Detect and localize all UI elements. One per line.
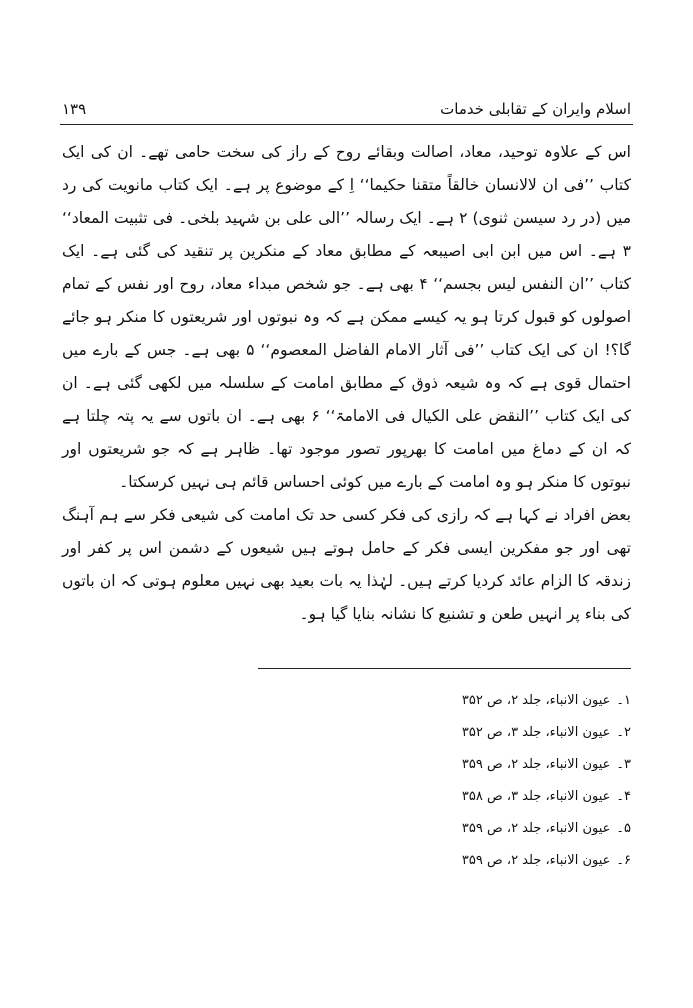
- footnote-number: ۵۔: [616, 821, 631, 836]
- footnote-number: ۳۔: [616, 757, 631, 772]
- footnote-text: عیون الانباء، جلد ۲، ص ۳۵۲: [461, 693, 611, 708]
- footnote-number: ۶۔: [616, 853, 631, 868]
- footnote-text: عیون الانباء، جلد ۳، ص ۳۵۲: [461, 725, 611, 740]
- running-header: [62, 92, 631, 118]
- footnote-text: عیون الانباء، جلد ۳، ص ۳۵۸: [461, 789, 611, 804]
- footnote-text: عیون الانباء، جلد ۲، ص ۳۵۹: [461, 853, 611, 868]
- running-title: اسلام وایران کے تقابلی خدمات: [440, 100, 631, 118]
- page-number: ۱۳۹: [62, 100, 87, 118]
- footnote-number: ۴۔: [616, 789, 631, 804]
- footnote: [300, 813, 631, 845]
- footnote: [300, 685, 631, 717]
- footnote-text: عیون الانباء، جلد ۲، ص ۳۵۹: [461, 757, 611, 772]
- footnote: [300, 749, 631, 781]
- footnote-divider: [258, 668, 631, 669]
- paragraph: بعض افراد نے کہا ہے کہ رازی کی فکر کسی حد تک امامت کی شیعی فکر سے ہم آہنگ تھی اور جو مفکرین ایسی فکر کے حامل ہوتے ہیں شیعوں کے دشمن اس پر کفر اور زندقہ کا الزام عائد کردیا کرتے ہیں۔ لہٰذا یہ بات بعید بھی نہیں معلوم ہوتی کہ ان باتوں کی بناء پر انہیں طعن و تشنیع کا نشانہ بنایا گیا ہو۔: [62, 506, 631, 623]
- footnote: [300, 781, 631, 813]
- footnote-text: عیون الانباء، جلد ۲، ص ۳۵۹: [461, 821, 611, 836]
- footnotes: [300, 685, 631, 877]
- footnote-number: ۲۔: [616, 725, 631, 740]
- footnote: [300, 845, 631, 877]
- paragraph: اس کے علاوہ توحید، معاد، اصالت وبقائے روح کے راز کی سخت حامی تھے۔ ان کی ایک کتاب ’’فی ان لالانسان خالقاً متقنا حکیما‘‘ اِ کے موضوع پر ہے۔ ایک کتاب مانویت کی رد میں (در رد سیسن ثنوی) ۲ ہے۔ ایک رسالہ ’’الی علی بن شہید بلخی۔ فی تثبیت المعاد‘‘ ۳ ہے۔ اس میں ابن ابی اصیبعہ کے مطابق معاد کے منکرین پر تنقید کی گئی ہے۔ ایک کتاب ’’ان النفس لیس بجسم‘‘ ۴ بھی ہے۔ جو شخص مبداء معاد، روح اور نفس کے تمام اصولوں کو قبول کرتا ہو یہ کیسے ممکن ہے کہ وہ نبوتوں اور شریعتوں کا منکر ہو جائے گا؟! ان کی ایک کتاب ’’فی آثار الامام الفاضل المعصوم‘‘ ۵ بھی ہے۔ جس کے بارے میں احتمال قوی ہے کہ وہ شیعہ ذوق کے مطابق امامت کے سلسلہ میں لکھی گئی ہے۔ ان کی ایک کتاب ’’النقض علی الکیال فی الامامۃ‘‘ ۶ بھی ہے۔ ان باتوں سے یہ پتہ چلتا ہے کہ ان کے دماغ میں امامت کا بھرپور تصور موجود تھا۔ ظاہر ہے کہ جو شریعتوں اور نبوتوں کا منکر ہو وہ امامت کے بارے میں کوئی احساس قائم ہی نہیں کرسکتا۔: [62, 143, 632, 491]
- main-text: [62, 136, 631, 631]
- header-divider: [60, 124, 633, 125]
- footnote-number: ۱۔: [616, 693, 631, 708]
- footnote: [300, 717, 631, 749]
